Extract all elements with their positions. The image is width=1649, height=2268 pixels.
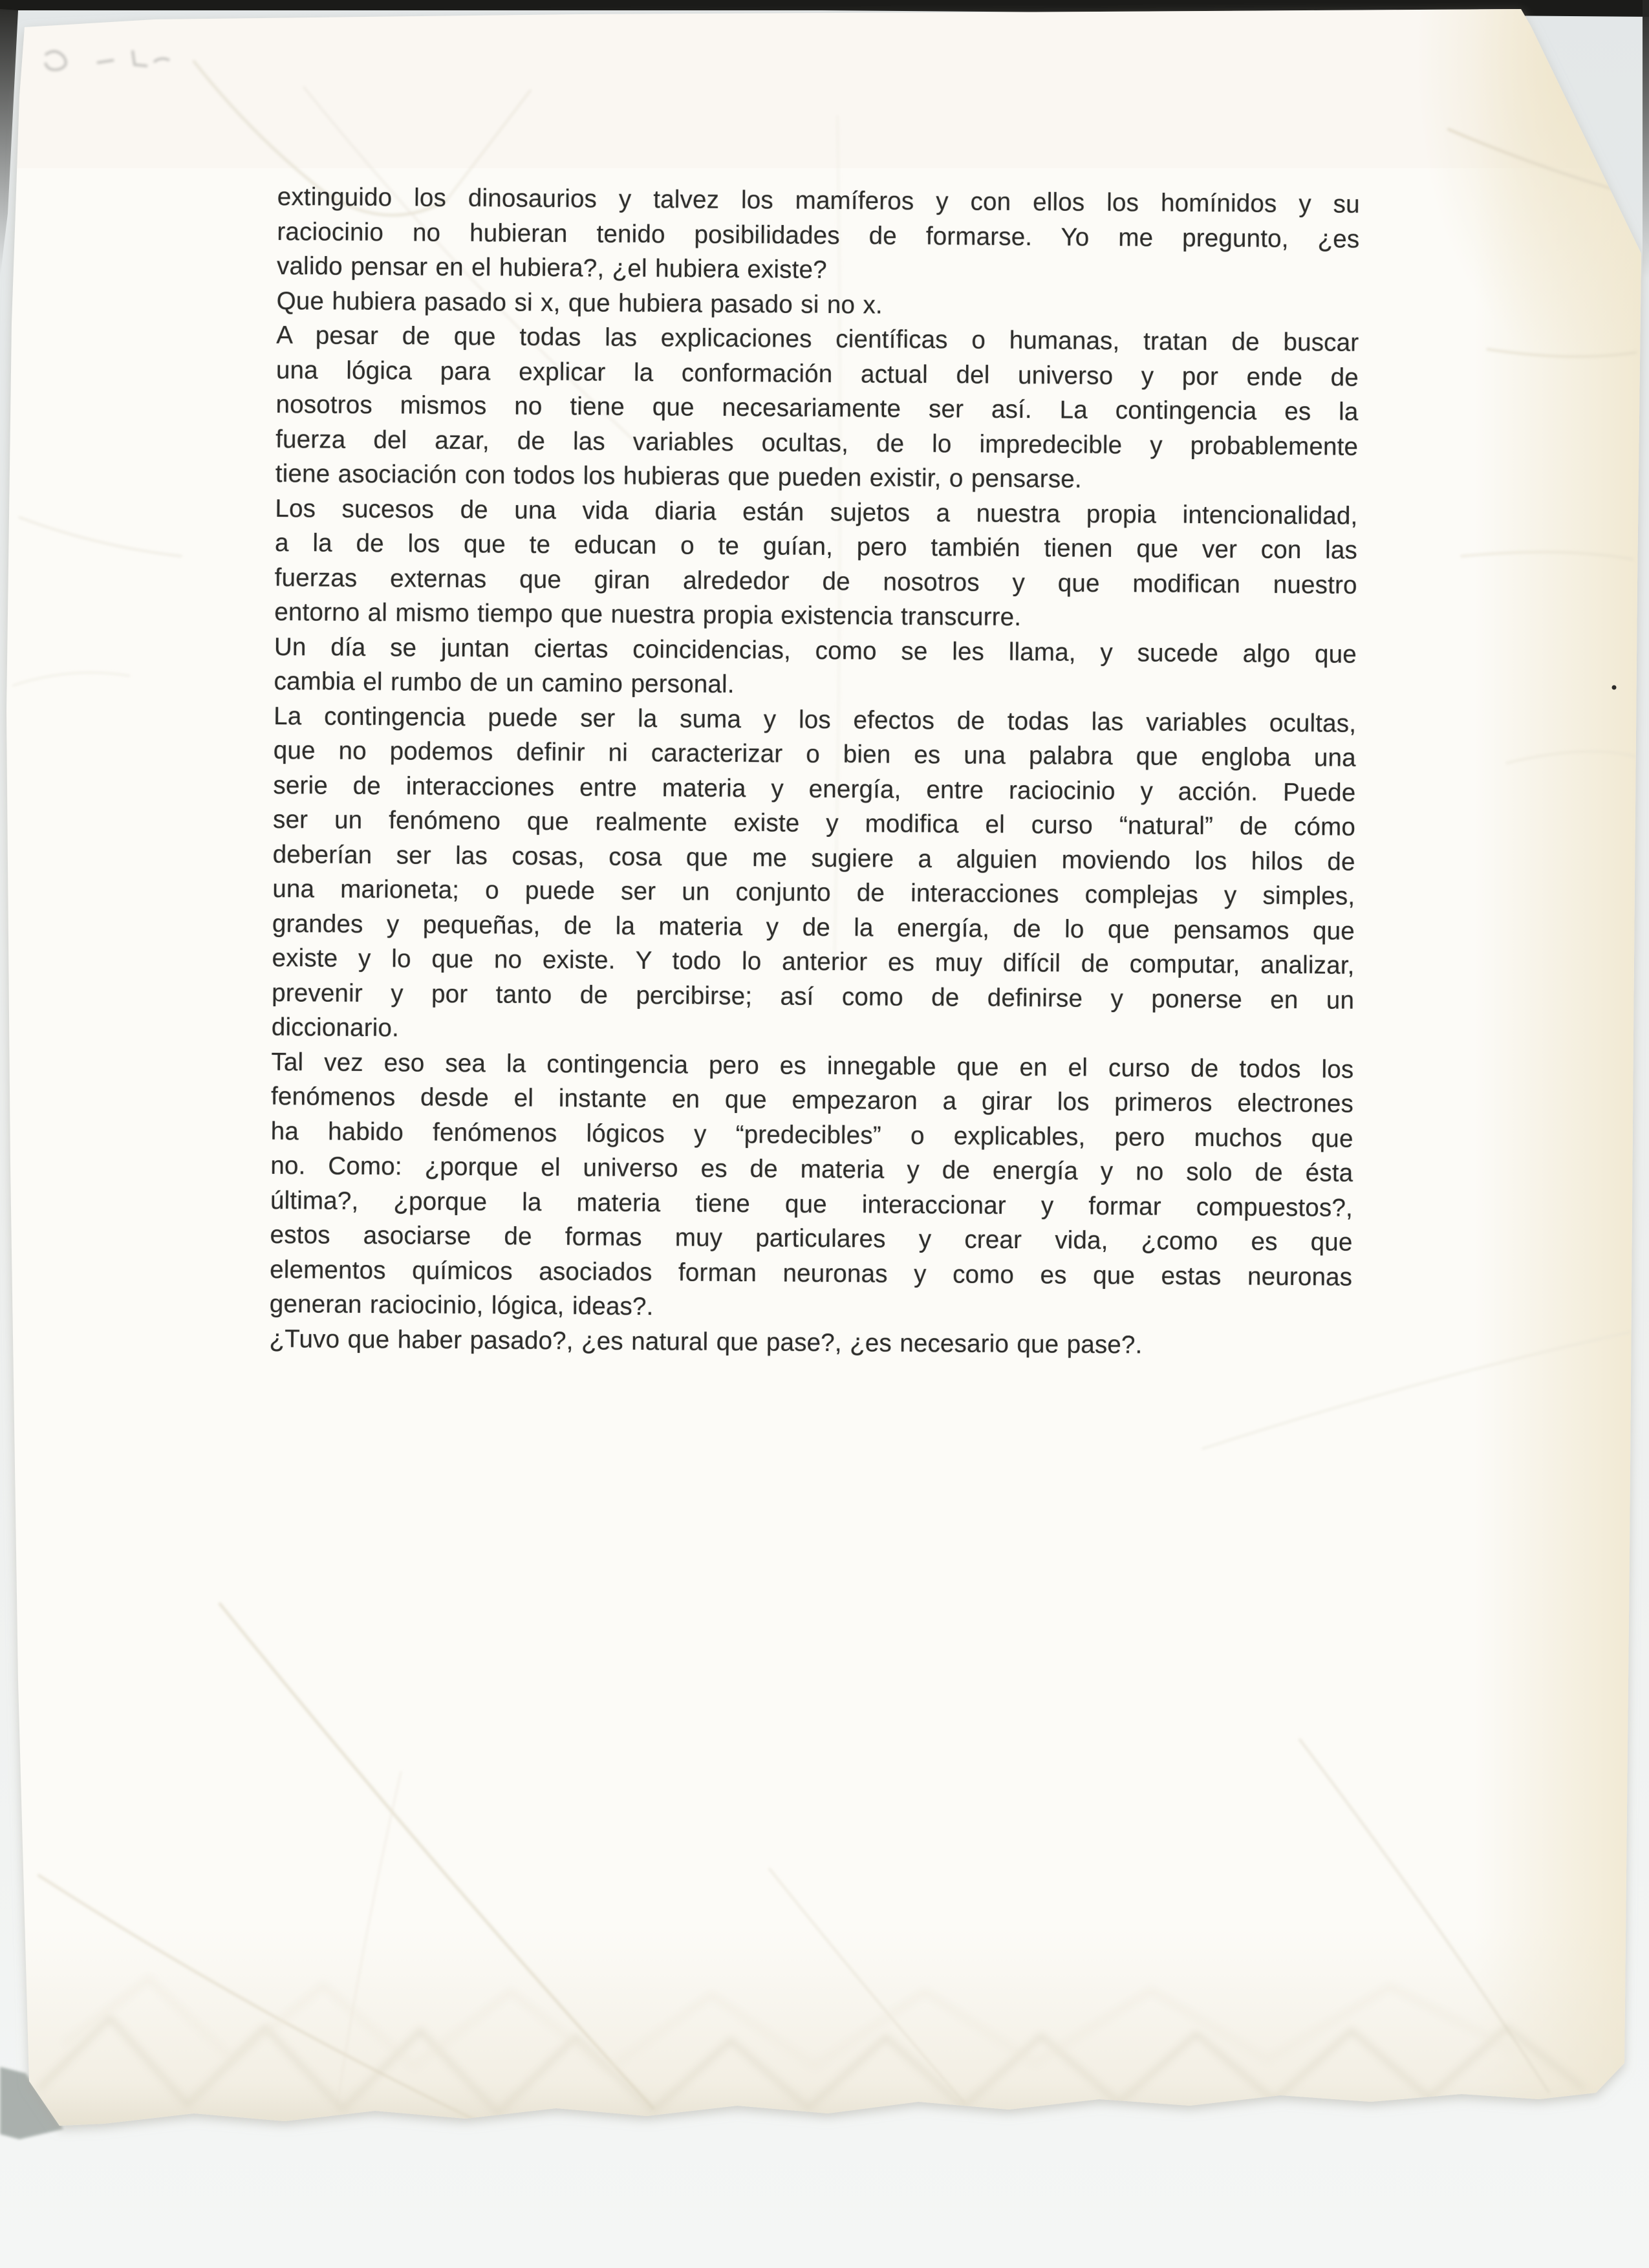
page-text bbox=[269, 180, 1360, 1364]
text-line: fuerza del azar, de las variables ocultas, de lo impredecible y probablemente bbox=[275, 425, 1359, 461]
text-line: valido pensar en el hubiera?, ¿el hubiera existe? bbox=[276, 252, 827, 284]
text-line: prevenir y por tanto de percibirse; así como de definirse y ponerse en un bbox=[272, 978, 1355, 1015]
text-line: A pesar de que todas las explicaciones científicas o humanas, tratan de buscar bbox=[276, 321, 1359, 357]
text-line: deberían ser las cosas, cosa que me sugiere a alguien moviendo los hilos de bbox=[272, 840, 1355, 876]
text-line: extinguido los dinosaurios y talvez los mamíferos y con ellos los homínidos y su bbox=[277, 182, 1360, 219]
ink-speck bbox=[1612, 686, 1617, 690]
text-line: Un día se juntan ciertas coincidencias, como se les llama, y sucede algo que bbox=[274, 632, 1357, 669]
text-line: Que hubiera pasado si x, que hubiera pasado si no x. bbox=[276, 286, 883, 319]
text-line: que no podemos definir ni caracterizar o bien es una palabra que engloba una bbox=[273, 736, 1356, 772]
paragraph bbox=[275, 318, 1359, 499]
paragraph bbox=[272, 698, 1357, 1052]
text-line: una lógica para explicar la conformación actual del universo y por ende de bbox=[275, 356, 1359, 392]
text-line: Tal vez eso sea la contingencia pero es innegable que en el curso de todos los bbox=[271, 1048, 1354, 1084]
text-line: elementos químicos asociados forman neuronas y como es que estas neuronas bbox=[270, 1255, 1353, 1291]
paragraph bbox=[270, 1044, 1354, 1329]
paragraph bbox=[277, 180, 1360, 291]
scanner-right-edge bbox=[1643, 0, 1649, 278]
text-line: fuerzas externas que giran alrededor de nosotros y que modifican nuestro bbox=[274, 563, 1357, 599]
text-line: entorno al mismo tiempo que nuestra propia existencia transcurre. bbox=[274, 598, 1022, 632]
text-line: nosotros mismos no tiene que necesariamente ser así. La contingencia es la bbox=[275, 390, 1359, 426]
text-line: La contingencia puede ser la suma y los efectos de todas las variables ocultas, bbox=[274, 702, 1357, 738]
text-line: generan raciocinio, lógica, ideas?. bbox=[269, 1290, 654, 1321]
text-line: no. Como: ¿porque el universo es de materia y de energía y no solo de ésta bbox=[270, 1151, 1353, 1187]
text-line: cambia el rumbo de un camino personal. bbox=[274, 667, 735, 698]
text-line: ser un fenómeno que realmente existe y modifica el curso “natural” de cómo bbox=[272, 805, 1356, 841]
text-line: tiene asociación con todos los hubieras que pueden existir, o pensarse. bbox=[275, 459, 1082, 493]
text-line: grandes y pequeñas, de la materia y de la energía, de lo que pensamos que bbox=[272, 909, 1355, 945]
text-line: ha habido fenómenos lógicos y “predecibles” o explicables, pero muchos que bbox=[270, 1117, 1353, 1153]
text-line: existe y lo que no existe. Y todo lo anterior es muy difícil de computar, analizar, bbox=[272, 944, 1355, 980]
text-line: fenómenos desde el instante en que empezaron a girar los primeros electrones bbox=[270, 1082, 1354, 1118]
text-line: Los sucesos de una vida diaria están sujetos a nuestra propia intencionalidad, bbox=[275, 494, 1358, 530]
text-line: una marioneta; o puede ser un conjunto de interacciones complejas y simples, bbox=[272, 874, 1355, 911]
paragraph bbox=[274, 629, 1357, 706]
text-line: raciocinio no hubieran tenido posibilidades de formarse. Yo me pregunto, ¿es bbox=[277, 217, 1360, 254]
text-line: serie de interacciones entre materia y energía, entre raciocinio y acción. Puede bbox=[273, 771, 1356, 807]
paragraph bbox=[274, 491, 1357, 637]
text-line: estos asociarse de formas muy particulares y crear vida, ¿como es que bbox=[270, 1220, 1353, 1257]
text-line: diccionario. bbox=[271, 1013, 400, 1042]
text-line: a la de los que te educan o te guían, pero también tienen que ver con las bbox=[274, 528, 1358, 565]
text-line: ¿Tuvo que haber pasado?, ¿es natural que pase?, ¿es necesario que pase?. bbox=[269, 1324, 1143, 1359]
text-line: última?, ¿porque la materia tiene que interaccionar y formar compuestos?, bbox=[270, 1186, 1353, 1222]
